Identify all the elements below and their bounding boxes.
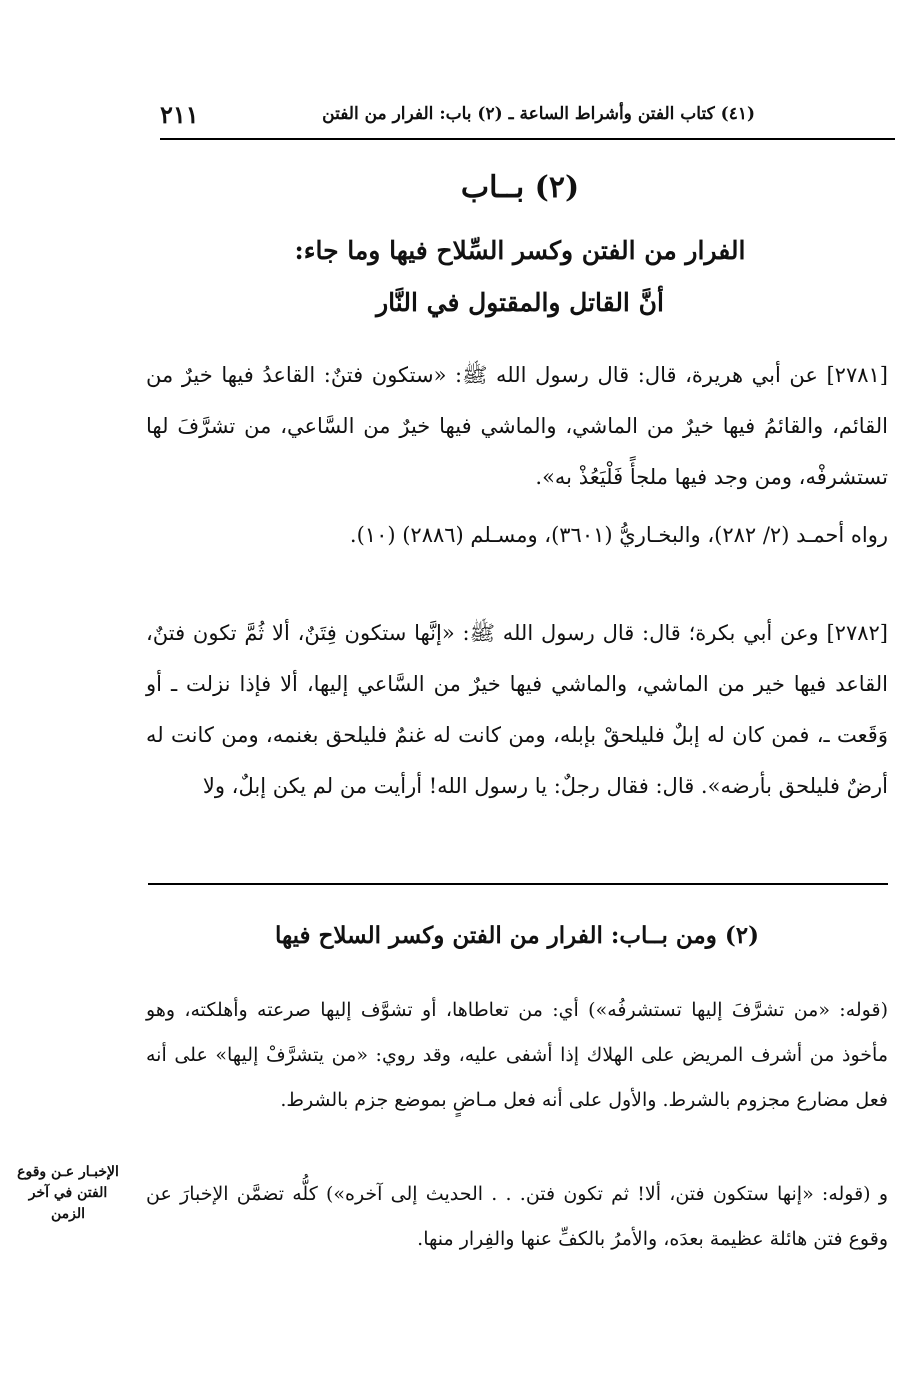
- commentary-divider: [148, 883, 888, 885]
- chapter-title-line-1: الفرار من الفتن وكسر السِّلاح فيها وما جاء:: [294, 236, 746, 265]
- hadith-2781-reference: رواه أحمـد (٢/ ٢٨٢)، والبخـاريُّ (٣٦٠١)، ومسـلم (٢٨٨٦) (١٠).: [349, 523, 888, 547]
- commentary-title: (٢) ومن بــاب: الفرار من الفتن وكسر السلاح فيها: [275, 922, 759, 949]
- running-title: (٤١) كتاب الفتن وأشراط الساعة ـ (٢) باب: الفرار من الفتن: [322, 104, 755, 124]
- header-divider: [160, 138, 895, 140]
- commentary-paragraph-2: و (قوله: «إنها ستكون فتن، ألا! ثم تكون فتن. . . الحديث إلى آخره») كلُّه تضمَّن الإخبارَ عن وقوع فتن هائلة عظيمة بعدَه، والأمرُ بالكفِّ عنها والفِرار منها.: [146, 1183, 888, 1250]
- commentary-paragraph-1: (قوله: «من تشرَّفَ إليها تستشرفُه») أي: من تعاطاها، أو تشوَّف إليها صرعته وأهلكته، وهو مأخوذ من أشرف المريض على الهلاك إذا أشفى عليه، وقد روي: «من يتشرَّفْ إليها» على أنه فعل مضارع مجزوم بالشرط. والأول على أنه فعل مـاضٍ بموضع جزم بالشرط.: [146, 999, 888, 1111]
- running-header: [140, 98, 895, 138]
- chapter-label: (٢) بــاب: [460, 170, 580, 205]
- hadith-2781-text: [٢٧٨١] عن أبي هريرة، قال: قال رسول الله ﷺ: «ستكون فتنٌ: القاعدُ فيها خيرٌ من القائم، والقائمُ فيها خيرٌ من الماشي، والماشي فيها خيرٌ من السَّاعي، من تشرَّفَ لها تستشرفْه، ومن وجد فيها ملجأً فَلْيَعُذْ به».: [146, 363, 888, 489]
- hadith-2782-text: [٢٧٨٢] وعن أبي بكرة؛ قال: قال رسول الله ﷺ: «إنَّها ستكون فِتَنٌ، ألا ثُمَّ تكون فتنٌ، القاعد فيها خير من الماشي، والماشي فيها خيرٌ من السَّاعي إليها، ألا فإذا نزلت ـ أو وَقَعت ـ، فمن كان له إبلٌ فليلحقْ بإبله، ومن كانت له غنمٌ فليلحق بغنمه، ومن كانت له أرضٌ فليلحق بأرضه». قال: فقال رجلٌ: يا رسول الله! أرأيت من لم يكن إبلٌ، ولا: [146, 621, 888, 798]
- chapter-title-line-2: أنَّ القاتل والمقتول في النَّار: [376, 288, 664, 317]
- page-number: ٢١١: [160, 100, 199, 129]
- margin-note: الإخبـار عـن وقوع الفتن في آخر الزمن: [17, 1164, 119, 1222]
